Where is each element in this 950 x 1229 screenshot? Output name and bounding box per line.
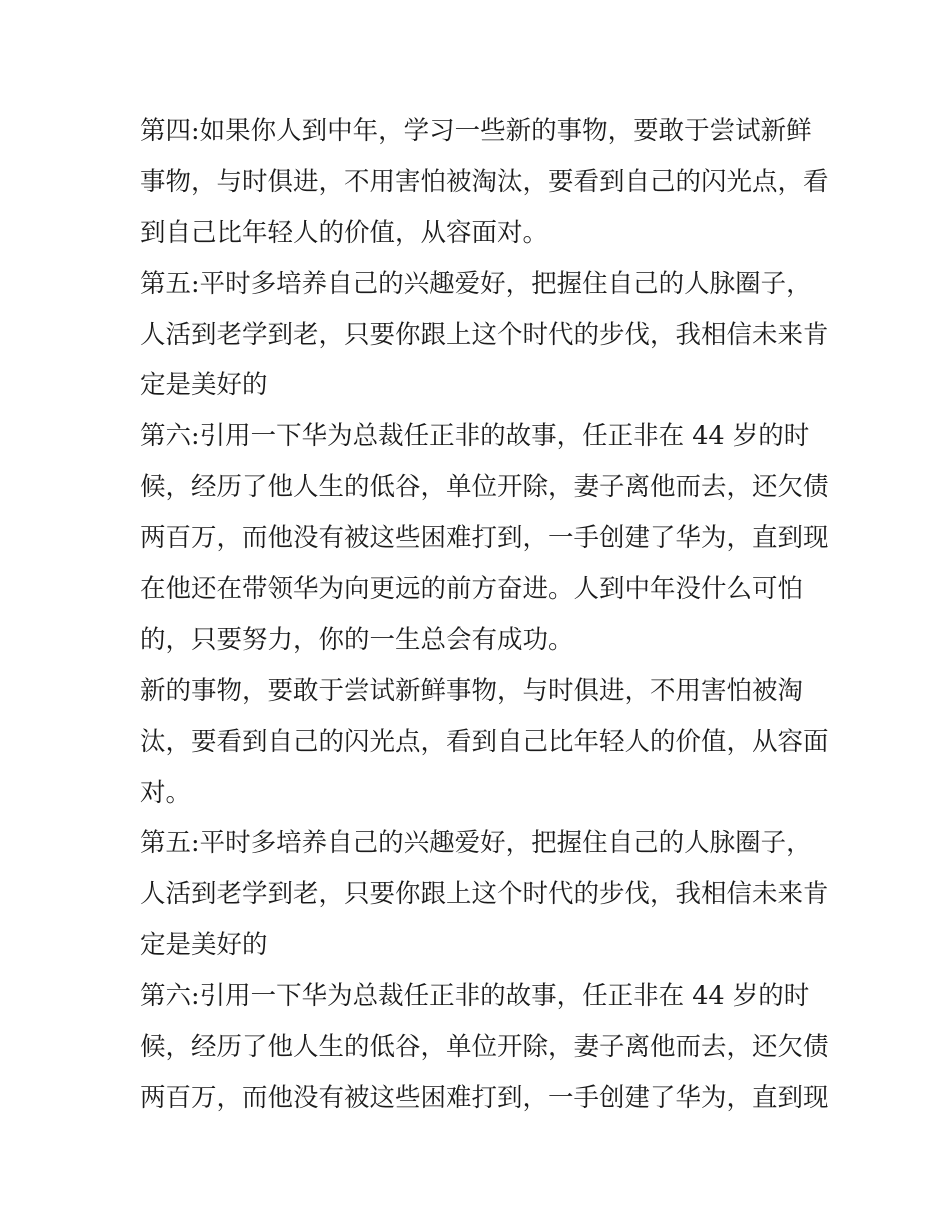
text-line: 第四:如果你人到中年，学习一些新的事物，要敢于尝试新鲜 (140, 116, 812, 146)
text-line: 事物，与时俱进，不用害怕被淘汰，要看到自己的闪光点，看 (140, 166, 829, 197)
text-line: 的，只要努力，你的一生总会有成功。 (140, 624, 574, 655)
text-line: 对。 (140, 777, 192, 808)
text-line: 汰，要看到自己的闪光点，看到自己比年轻人的价值，从容面 (140, 726, 829, 757)
text-line: 定是美好的 (140, 370, 268, 401)
text-line: 两百万，而他没有被这些困难打到，一手创建了华为，直到现 (140, 1082, 829, 1113)
text-line: 在他还在带领华为向更远的前方奋进。人到中年没什么可怕 (140, 574, 804, 605)
text-line: 第五:平时多培养自己的兴趣爱好，把握住自己的人脉圈子， (140, 828, 812, 859)
document-body (140, 106, 830, 1124)
text-line: 候，经历了他人生的低谷，单位开除，妻子离他而去，还欠债 (140, 1032, 829, 1063)
text-line: 到自己比年轻人的价值，从容面对。 (140, 217, 549, 248)
text-line: 两百万，而他没有被这些困难打到，一手创建了华为，直到现 (140, 523, 829, 554)
text-line: 人活到老学到老，只要你跟上这个时代的步伐，我相信未来肯 (140, 879, 829, 910)
text-line: 第六:引用一下华为总裁任正非的故事，任正非在 44 岁的时 (140, 421, 810, 452)
text-line: 候，经历了他人生的低谷，单位开除，妻子离他而去，还欠债 (140, 472, 829, 503)
text-line: 定是美好的 (140, 930, 268, 961)
text-line: 第五:平时多培养自己的兴趣爱好，把握住自己的人脉圈子， (140, 268, 812, 299)
text-line: 第六:引用一下华为总裁任正非的故事，任正非在 44 岁的时 (140, 981, 810, 1012)
text-line: 人活到老学到老，只要你跟上这个时代的步伐，我相信未来肯 (140, 319, 829, 350)
text-line: 新的事物，要敢于尝试新鲜事物，与时俱进，不用害怕被淘 (140, 675, 804, 706)
